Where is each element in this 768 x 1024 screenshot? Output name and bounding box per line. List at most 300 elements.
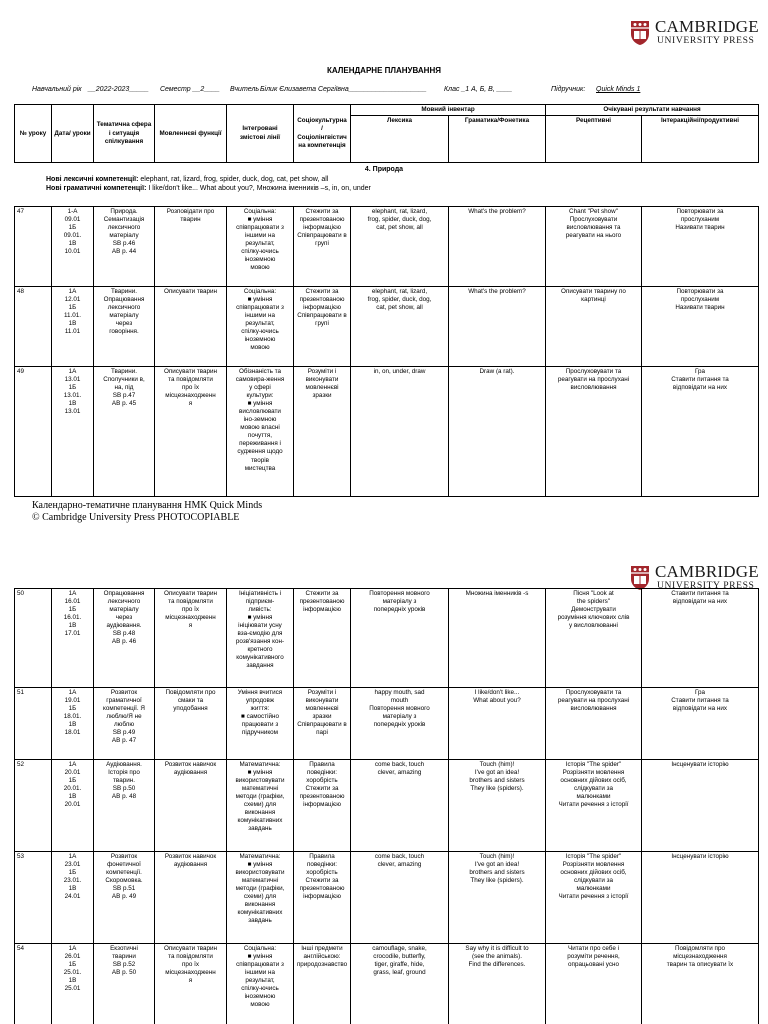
cell-line: in, on, under, draw: [373, 368, 426, 375]
cell-line: матеріалу: [109, 232, 139, 240]
cell-line: Повторювати за: [676, 288, 724, 295]
cell-line: Прослуховувати та: [565, 368, 622, 375]
cell-line: говоріння.: [109, 328, 139, 336]
cell-line: 24.01: [64, 893, 81, 901]
cell-line: 1Б: [68, 606, 77, 614]
cell-line: Історія "The spider": [565, 761, 622, 768]
lesson-row: [15, 367, 759, 497]
cell-interactive: [642, 287, 759, 367]
cell-line: інформацією: [303, 304, 341, 312]
cell-line: основних дійових осіб,: [560, 869, 627, 877]
cell-line: матеріалу: [109, 606, 139, 614]
cell-line: I've got an idea!: [474, 769, 520, 777]
cell-line: місцезнаходженн: [165, 614, 216, 622]
footer-line-1: Календарно-тематичне планування НМК Quick Minds: [32, 500, 263, 511]
cell-line: 1А: [68, 761, 77, 768]
cell-line: схеми) для: [243, 893, 277, 901]
cell-line: Математична:: [239, 761, 281, 768]
cell-line: через: [115, 614, 133, 622]
cell-line: frog, spider, duck, dog,: [367, 296, 432, 304]
cell-line: Історія "The spider": [565, 853, 622, 860]
cell-line: на, під: [114, 384, 134, 392]
cell-line: природознавство: [296, 961, 348, 969]
cell-line: ■ уміння: [247, 953, 273, 961]
cell-line: Соціальна:: [243, 208, 277, 215]
cell-line: 1В: [68, 320, 77, 328]
cell-line: Семантизація: [103, 216, 145, 224]
cell-num: 49: [15, 367, 52, 497]
cell-line: Повідомляти про: [675, 945, 725, 952]
cell-num: 50: [15, 589, 52, 688]
cell-line: презентованою: [299, 296, 345, 304]
cell-line: іншими на: [244, 232, 276, 240]
cell-line: elephant, rat, lizard,: [371, 208, 428, 215]
cell-line: ■ уміння: [247, 296, 273, 304]
cell-line: уподобання: [173, 705, 208, 713]
cell-line: математичні: [241, 785, 279, 793]
header-theme: Тематична сфера і ситуація спілкування: [94, 105, 155, 163]
cell-line: ливість:: [248, 606, 272, 614]
cell-line: малюнками: [576, 793, 611, 801]
cell-theme: [94, 207, 155, 287]
cell-line: Розвиток навичок: [164, 761, 217, 768]
cell-line: інформацією: [303, 606, 341, 614]
cell-line: happy mouth, sad: [374, 689, 425, 696]
cell-line: співпрацювати з: [236, 961, 284, 969]
cell-line: camouflage, snake,: [372, 945, 427, 952]
cell-line: аудіювання.: [106, 622, 142, 630]
cambridge-logo: [630, 18, 762, 48]
lesson-row: [15, 207, 759, 287]
cell-line: 1А: [68, 590, 77, 597]
cell-line: зразки: [312, 713, 332, 721]
cell-line: Інсценувати історію: [671, 853, 729, 860]
cell-line: комунікативних: [237, 817, 283, 825]
cell-line: Touch (him)!: [479, 761, 515, 768]
cell-line: Природа.: [110, 208, 138, 215]
cell-line: cat, pet show, all: [376, 224, 423, 232]
lesson-row: [15, 287, 759, 367]
cell-line: я: [188, 977, 193, 985]
cell-line: смаки та: [177, 697, 204, 705]
cell-line: Описувати тварин: [163, 590, 218, 597]
cell-line: схеми) для: [243, 801, 277, 809]
cell-line: AB p. 50: [111, 969, 137, 977]
cell-line: культури:: [246, 392, 274, 400]
cell-grammar: [449, 287, 546, 367]
cell-line: Стежити за: [305, 877, 339, 885]
cell-line: 1Б: [68, 961, 77, 969]
cell-line: парі: [316, 729, 328, 737]
cell-line: завдань: [248, 825, 272, 833]
cell-line: 12.01: [64, 296, 81, 304]
cell-speech: [155, 688, 227, 760]
cell-line: 13.01: [64, 376, 81, 384]
cell-integrated: [227, 760, 294, 852]
cell-line: AB p. 45: [111, 400, 137, 408]
cell-line: результат,: [245, 240, 275, 248]
cell-theme: [94, 760, 155, 852]
cell-interactive: [642, 944, 759, 1024]
cell-line: мистецтва: [244, 464, 276, 472]
cell-line: 1А: [68, 853, 77, 860]
cell-line: англійською:: [303, 953, 341, 961]
cell-line: 23.01: [64, 861, 81, 869]
cell-line: AB p. 47: [111, 737, 137, 745]
cell-line: 16.01: [64, 598, 81, 606]
cell-line: аудіювання: [173, 769, 208, 777]
cell-line: 18.01.: [63, 713, 82, 721]
cell-line: місцезнаходження: [673, 953, 727, 961]
cell-line: та повідомляти: [168, 376, 213, 384]
cell-line: Ставити питання та: [671, 376, 729, 384]
cell-line: 20.01.: [63, 785, 82, 793]
cell-line: 11.01: [64, 328, 81, 336]
cell-line: Повторення мовного: [369, 590, 430, 597]
cell-line: Читати про себе і: [568, 945, 619, 952]
cell-line: ініціювати усну: [238, 622, 282, 630]
cell-line: ■ уміння: [247, 400, 273, 408]
header-lesson-number: № уроку: [15, 105, 52, 163]
cell-line: 19.01: [64, 697, 81, 705]
cell-speech: [155, 760, 227, 852]
cell-line: інформацією: [303, 801, 341, 809]
cell-interactive: [642, 688, 759, 760]
cell-line: Ставити питання та: [671, 697, 729, 705]
lesson-row: [15, 944, 759, 1024]
cell-line: Розрізняти мовлення: [562, 861, 625, 869]
cell-line: основних дійових осіб,: [560, 777, 627, 785]
cell-line: brothers and sisters: [469, 777, 525, 785]
cell-line: Прослуховувати: [569, 216, 618, 224]
cell-line: групі: [315, 240, 329, 248]
cell-line: Прослуховувати та: [565, 689, 622, 696]
cell-line: ■ уміння: [247, 614, 273, 622]
cell-line: Тварини.: [110, 368, 138, 375]
cell-line: розуміння ключових слів: [557, 614, 630, 622]
info-line: [32, 86, 752, 98]
cell-line: 1-А: [67, 208, 78, 215]
cell-line: реагувати на нього: [565, 232, 622, 240]
cell-line: спілку-ючись: [241, 328, 279, 336]
cell-line: SB p.52: [112, 961, 136, 969]
cell-theme: [94, 944, 155, 1024]
cell-line: 16.01.: [63, 614, 82, 622]
cell-theme: [94, 852, 155, 944]
cell-line: 1В: [68, 977, 77, 985]
year-value: __2022-2023_____: [88, 86, 149, 93]
cell-line: 26.01: [64, 953, 81, 961]
cell-line: спілку-ючись: [241, 248, 279, 256]
cell-line: хоробрість: [306, 777, 338, 785]
cell-line: SB p.48: [112, 630, 136, 638]
cell-num: 48: [15, 287, 52, 367]
cell-line: підприєм-: [245, 598, 275, 606]
cell-line: clever, amazing: [377, 769, 422, 777]
cell-line: про їх: [181, 961, 200, 969]
cell-line: Touch (him)!: [479, 853, 515, 860]
cell-line: Тварини.: [110, 288, 138, 295]
cell-line: What about you?: [473, 697, 521, 705]
cell-line: grass, leaf, ground: [373, 969, 426, 977]
header-table: [14, 104, 759, 163]
cell-line: What's the problem?: [468, 288, 526, 295]
cell-line: іноземною: [244, 256, 276, 264]
cell-line: працювати з: [241, 721, 279, 729]
cell-line: Інші предмети: [301, 945, 343, 952]
cell-line: mouth: [390, 697, 409, 705]
header-lexis: Лексика: [351, 116, 449, 163]
cell-integrated: [227, 852, 294, 944]
cell-line: SB p.51: [112, 885, 136, 893]
cell-line: тварин: [180, 216, 201, 224]
cell-line: SB p.47: [112, 392, 136, 400]
cell-socio: [294, 589, 351, 688]
cell-line: виконання: [244, 901, 276, 909]
cell-line: 1А: [68, 689, 77, 696]
year-label: Навчальний рік: [32, 86, 82, 93]
cell-line: Say why it is difficult to: [465, 945, 529, 952]
cell-line: презентованою: [299, 885, 345, 893]
cell-integrated: [227, 589, 294, 688]
cell-line: 1Б: [68, 384, 77, 392]
cell-socio: [294, 760, 351, 852]
cell-line: They like (spiders).: [470, 877, 524, 885]
cell-line: я: [188, 400, 193, 408]
cell-line: I like/don't like...: [474, 689, 520, 696]
cell-line: картинці: [581, 296, 606, 304]
cell-integrated: [227, 367, 294, 497]
document-title: КАЛЕНДАРНЕ ПЛАНУВАННЯ: [327, 66, 441, 75]
cell-line: Розвиток навичок: [164, 853, 217, 860]
cell-line: висловлювання та: [566, 224, 621, 232]
cell-line: іншими на: [244, 312, 276, 320]
cell-lexis: [351, 688, 449, 760]
cell-line: завдань: [248, 917, 272, 925]
cell-grammar: [449, 589, 546, 688]
textbook-value: Quick Minds 1: [596, 86, 641, 93]
cell-line: 1А: [68, 945, 77, 952]
cell-line: 1В: [68, 885, 77, 893]
lesson-row: [15, 589, 759, 688]
textbook-label: Підручник:: [551, 86, 586, 93]
cell-line: AB p. 48: [111, 793, 137, 801]
cell-line: Описувати тварин: [163, 368, 218, 375]
cell-date: [52, 207, 94, 287]
cell-num: 54: [15, 944, 52, 1024]
cell-line: Описувати тварин: [163, 288, 218, 295]
lesson-row: [15, 852, 759, 944]
cell-line: інформацією: [303, 224, 341, 232]
cell-line: Історія про: [108, 769, 140, 777]
cell-line: Стежити за: [305, 288, 339, 295]
cell-speech: [155, 852, 227, 944]
cell-theme: [94, 589, 155, 688]
cell-line: Розрізняти мовлення: [562, 769, 625, 777]
cell-line: використовувати: [235, 869, 285, 877]
cell-line: Опрацювання: [103, 296, 145, 304]
cell-interactive: [642, 207, 759, 287]
cell-line: відповідати на них: [672, 384, 728, 392]
cell-line: 20.01: [64, 801, 81, 809]
cell-grammar: [449, 760, 546, 852]
header-receptive: Рецептивні: [546, 116, 642, 163]
cell-line: 1Б: [68, 224, 77, 232]
cell-line: реагувати на прослухані: [557, 376, 630, 384]
cell-lexis: [351, 589, 449, 688]
cell-line: прослуханим: [680, 296, 720, 304]
cell-line: frog, spider, duck, dog,: [367, 216, 432, 224]
cell-line: Розвиток: [110, 689, 138, 696]
header-grammar: Граматика/Фонетика: [449, 116, 546, 163]
cell-lexis: [351, 760, 449, 852]
cell-line: у висловлюванні: [569, 622, 618, 630]
header-sociocultural: Соціокультурна / Соціолінгвістич на компетенція: [294, 105, 351, 163]
cell-line: Draw (a rat).: [479, 368, 515, 375]
cell-line: 1В: [68, 400, 77, 408]
cell-num: 53: [15, 852, 52, 944]
header-integrated-lines: Інтегровані змістові лінії: [227, 105, 294, 163]
cell-line: переживання і: [239, 440, 281, 448]
cell-line: Обізнаність та: [238, 368, 282, 375]
cell-line: brothers and sisters: [469, 869, 525, 877]
cell-line: малюнками: [576, 885, 611, 893]
cell-line: They like (spiders).: [470, 785, 524, 793]
cell-line: фонетичної: [107, 861, 141, 869]
cell-line: судження щодо: [237, 448, 283, 456]
cell-line: 17.01: [64, 630, 81, 638]
cell-line: Розвиток: [110, 853, 138, 860]
logo-text-university-press: UNIVERSITY PRESS: [657, 35, 755, 46]
cell-grammar: [449, 944, 546, 1024]
cell-line: 25.01: [64, 985, 81, 993]
cell-line: тварин.: [113, 777, 135, 785]
cell-line: мовою: [250, 264, 270, 272]
cell-receptive: [546, 760, 642, 852]
cell-interactive: [642, 589, 759, 688]
cell-line: Правила: [309, 853, 335, 860]
header-language-inventory: Мовний інвентар: [351, 105, 546, 116]
cell-line: реагувати на прослухані: [557, 697, 630, 705]
cell-num: 52: [15, 760, 52, 852]
cell-line: 1Б: [68, 705, 77, 713]
cambridge-shield-icon: [630, 20, 650, 46]
cell-line: Інсценувати історію: [671, 761, 729, 768]
lesson-row: [15, 688, 759, 760]
cell-date: [52, 589, 94, 688]
cell-date: [52, 367, 94, 497]
cell-line: кретного: [247, 646, 273, 654]
cell-line: 25.01.: [63, 969, 82, 977]
cell-line: мовою: [250, 1001, 270, 1009]
cell-line: підручником: [242, 729, 278, 737]
cell-line: Пісня "Look at: [573, 590, 614, 597]
cell-line: спілку-ючись: [241, 985, 279, 993]
cell-line: Chant "Pet show": [569, 208, 618, 215]
cell-line: 18.01: [64, 729, 81, 737]
cell-line: (see the animals).: [471, 953, 523, 961]
cell-line: математичні: [241, 877, 279, 885]
cell-speech: [155, 944, 227, 1024]
cell-line: Ставити питання та: [671, 590, 729, 597]
cell-line: іно-земною: [243, 416, 277, 424]
logo-text-cambridge: CAMBRIDGE: [655, 562, 759, 581]
cell-line: Співпрацювати в: [297, 232, 347, 240]
cell-line: презентованою: [299, 216, 345, 224]
cell-line: матеріалу з: [382, 598, 417, 606]
cell-line: тварини: [112, 953, 136, 961]
cell-date: [52, 760, 94, 852]
cell-interactive: [642, 852, 759, 944]
cell-line: відповідати на них: [672, 705, 728, 713]
cell-grammar: [449, 367, 546, 497]
semester-label: Семестр __2____: [160, 86, 220, 93]
cell-line: Розуміти і: [307, 689, 337, 696]
cell-line: попередніх уроків: [373, 721, 426, 729]
header-speech-functions: Мовленнєві функції: [155, 105, 227, 163]
cell-line: Соціальна:: [243, 945, 277, 952]
cell-line: мовленнєві: [305, 705, 339, 713]
logo-text-university-press: UNIVERSITY PRESS: [657, 580, 755, 591]
cell-line: crocodile, butterfly,: [373, 953, 426, 961]
cell-line: 20.01: [64, 769, 81, 777]
cell-line: 1В: [68, 240, 77, 248]
cell-speech: [155, 589, 227, 688]
cell-line: AB p. 49: [111, 893, 137, 901]
cell-line: Сполучники в,: [103, 376, 145, 384]
cell-line: Читати речення з історії: [558, 893, 629, 901]
cell-line: Гра: [694, 689, 706, 696]
teacher-value: Білик Єлизавета Сергіївна____________________: [260, 86, 427, 93]
cell-line: лексичного: [107, 304, 141, 312]
cell-line: Описувати тварину по: [561, 288, 626, 295]
cell-date: [52, 944, 94, 1024]
cell-line: Уміння вчитися: [237, 689, 283, 696]
cell-line: іноземною: [244, 336, 276, 344]
cell-line: Стежити за: [305, 785, 339, 793]
cell-line: висловлювання: [570, 705, 617, 713]
cell-line: come back, touch: [374, 761, 425, 768]
cell-line: SB p.49: [112, 729, 136, 737]
cell-interactive: [642, 760, 759, 852]
cell-line: Співпрацювати в: [297, 721, 347, 729]
cell-line: упродовж: [245, 697, 275, 705]
cell-line: методи (графіки,: [235, 793, 285, 801]
cell-line: 13.01: [64, 408, 81, 416]
cell-line: групі: [315, 320, 329, 328]
cell-integrated: [227, 688, 294, 760]
cell-line: люблю: [113, 721, 135, 729]
cell-line: Соціальна:: [243, 288, 277, 295]
cell-line: життя:: [250, 705, 270, 713]
cell-line: презентованою: [299, 598, 345, 606]
cell-line: виконання: [244, 809, 276, 817]
cell-speech: [155, 287, 227, 367]
cell-line: 09.01: [64, 216, 81, 224]
cell-line: the spiders": [576, 598, 611, 606]
cell-grammar: [449, 852, 546, 944]
cell-line: відповідати на них: [672, 598, 728, 606]
cell-line: люблю/Я не: [106, 713, 142, 721]
cell-date: [52, 287, 94, 367]
cell-line: clever, amazing: [377, 861, 422, 869]
cell-line: лексичного: [107, 598, 141, 606]
cell-lexis: [351, 367, 449, 497]
cell-date: [52, 852, 94, 944]
cell-interactive: [642, 367, 759, 497]
cell-line: іншими на: [244, 969, 276, 977]
cell-line: та повідомляти: [168, 598, 213, 606]
